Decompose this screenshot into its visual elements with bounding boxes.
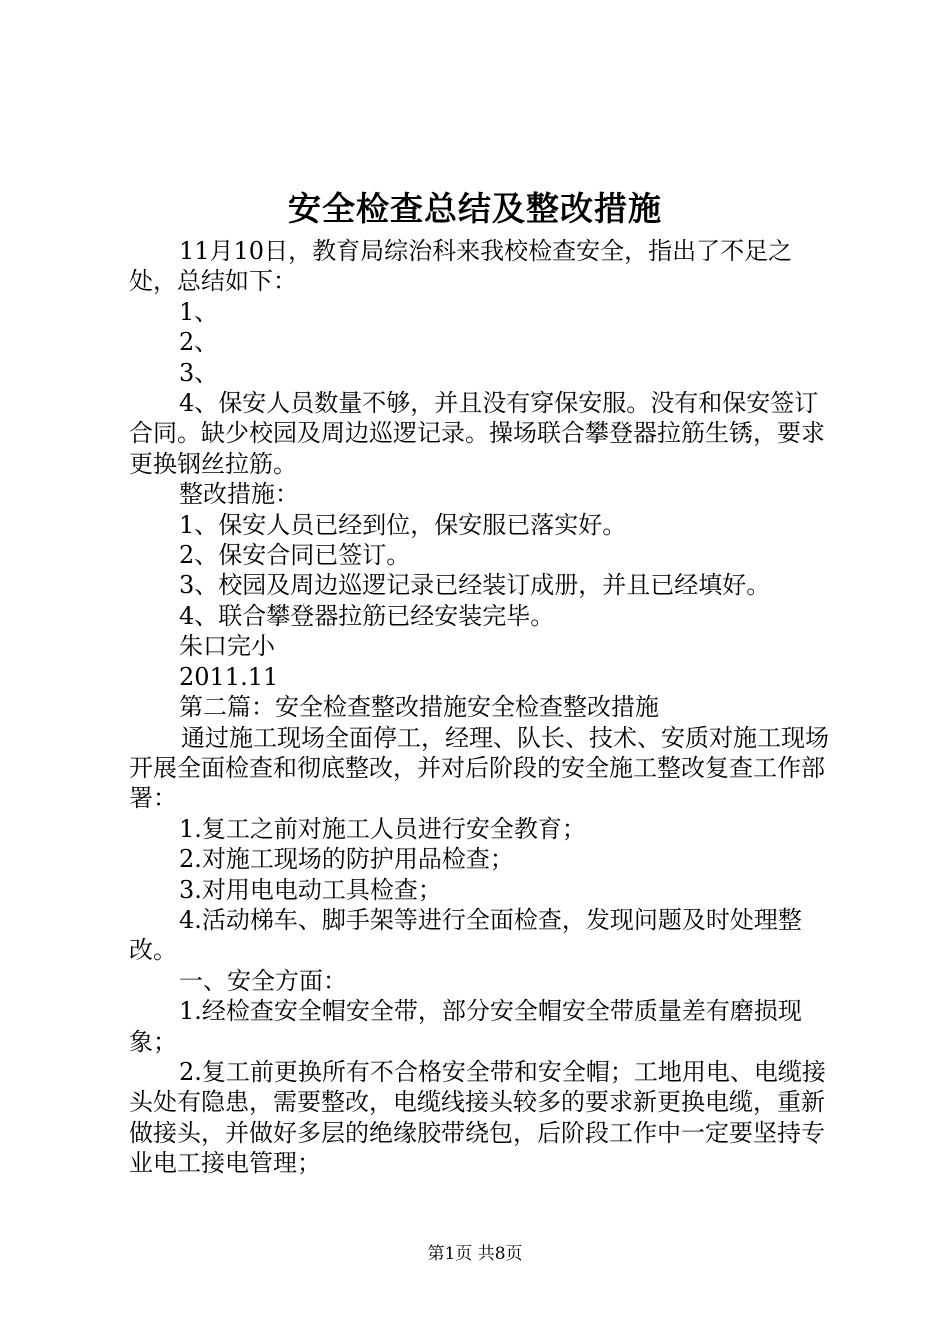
part-two-intro: 通过施工现场全面停工，经理、队长、技术、安质对施工现场开展全面检查和彻底整改，并对后阶段的安全施工整改复查工作部署：: [129, 723, 829, 813]
signature-school: 朱口完小: [179, 632, 275, 661]
measure-item-2: 2、保安合同已签订。: [179, 541, 411, 570]
step-item-4: 4.活动梯车、脚手架等进行全面检查，发现问题及时处理整改。: [129, 905, 802, 965]
section-heading-safety: 一、安全方面：: [179, 966, 347, 995]
paragraph-intro: 11月10日，教育局综治科来我校检查安全，指出了不足之处，总结如下：: [129, 237, 793, 296]
safety-item-2: 2.复工前更换所有不合格安全带和安全帽；工地用电、电缆接头处有隐患，需要整改，电缆线接头较多的要求新更换电缆，重新做接头，并做好多层的绝缘胶带绕包，后阶段工作中一定要坚持专业电工接电管理；: [129, 1057, 826, 1178]
measure-item-1: 1、保安人员已经到位，保安服已落实好。: [179, 510, 627, 539]
measure-item-3: 3、校园及周边巡逻记录已经装订成册，并且已经填好。: [179, 571, 771, 600]
list-item-4: 4、保安人员数量不够，并且没有穿保安服。没有和保安签订合同。缺少校园及周边巡逻记录。操场联合攀登器拉筋生锈，要求更换钢丝拉筋。: [129, 389, 825, 478]
section-heading-measures: 整改措施：: [179, 480, 299, 509]
measure-item-4: 4、联合攀登器拉筋已经安装完毕。: [179, 601, 555, 630]
page-footer: 第1页 共8页: [427, 1244, 523, 1264]
signature-date: 2011.11: [179, 662, 279, 691]
list-item-1: 1、: [179, 297, 219, 326]
document-title: 安全检查总结及整改措施: [288, 189, 662, 228]
step-item-3: 3.对用电电动工具检查；: [179, 875, 442, 904]
part-two-heading: 第二篇：安全检查整改措施安全检查整改措施: [179, 693, 659, 722]
step-item-1: 1.复工之前对施工人员进行安全教育；: [179, 814, 586, 843]
list-item-2: 2、: [179, 328, 219, 357]
document-body: [129, 236, 831, 1179]
list-item-3: 3、: [179, 358, 219, 387]
safety-item-1: 1.经检查安全帽安全带，部分安全帽安全带质量差有磨损现象；: [129, 997, 802, 1056]
step-item-2: 2.对施工现场的防护用品检查；: [179, 845, 514, 874]
